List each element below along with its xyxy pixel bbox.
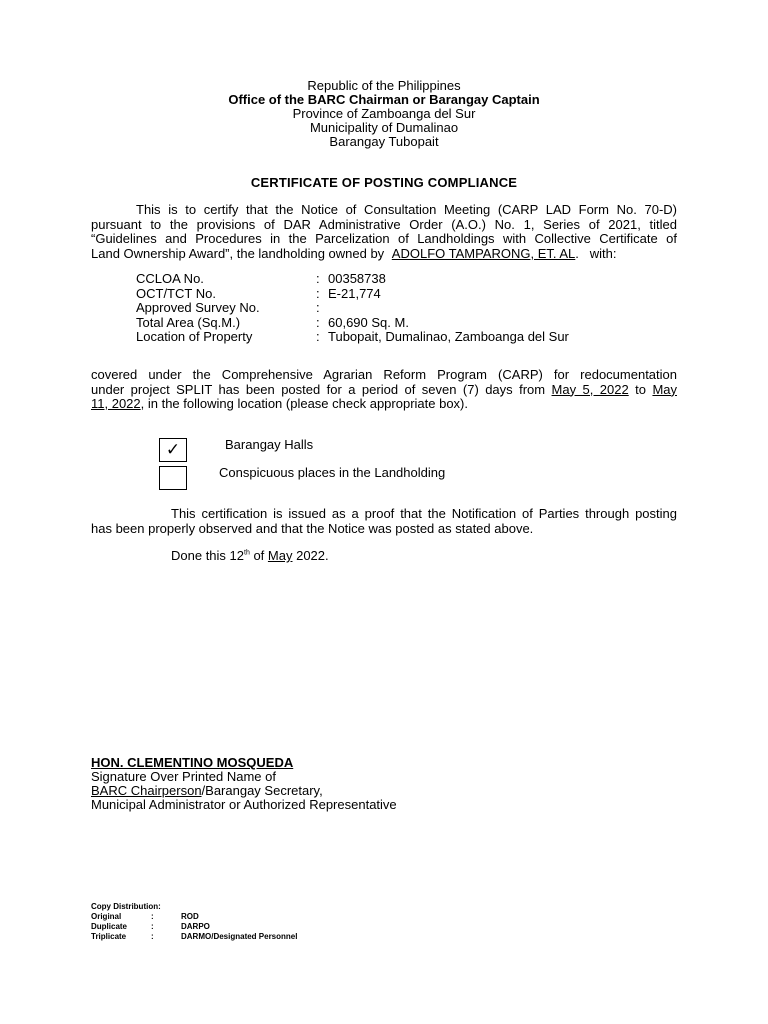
barangay-halls-checkbox[interactable]: ✓ xyxy=(159,438,187,462)
conspicuous-places-checkbox[interactable] xyxy=(159,466,187,490)
header-office: Office of the BARC Chairman or Barangay Captain xyxy=(228,92,540,107)
detail-row xyxy=(136,301,569,316)
coverage-to: to xyxy=(628,381,653,397)
detail-row xyxy=(136,330,569,345)
coverage-line-1: covered under the Comprehensive Agrarian Reform Program (CARP) for redocumentation xyxy=(91,367,677,382)
detail-label: Approved Survey No. xyxy=(136,300,260,315)
signatory-role: BARC Chairperson xyxy=(91,783,202,798)
detail-label: OCT/TCT No. xyxy=(136,285,216,301)
done-year: 2022. xyxy=(292,548,329,563)
detail-colon: : xyxy=(316,329,320,344)
posting-date-to-month: May xyxy=(652,381,677,397)
coverage-line-3 xyxy=(91,397,677,412)
distribution-colon: : xyxy=(151,932,154,941)
distribution-copy: Triplicate xyxy=(91,932,127,941)
coverage-line-3-text: , in the following location (please check appropriate box). xyxy=(140,396,468,411)
certification-line-1: This certification is issued as a proof that the Notification of Parties through posting xyxy=(171,506,677,521)
signatory-caption-3: Municipal Administrator or Authorized Representative xyxy=(91,797,397,812)
distribution-recipient: ROD xyxy=(181,912,199,921)
done-date-line xyxy=(171,548,329,563)
detail-label: Total Area (Sq.M.) xyxy=(136,314,241,330)
header-municipality: Municipality of Dumalinao xyxy=(309,120,459,135)
letterhead xyxy=(0,79,768,149)
detail-label: CCLOA No. xyxy=(136,271,204,286)
distribution-colon: : xyxy=(151,922,154,931)
distribution-recipient: DARPO xyxy=(181,922,210,931)
barangay-halls-label: Barangay Halls xyxy=(225,437,314,452)
intro-line-2: pursuant to the provisions of DAR Administrative Order (A.O.) No. 1, Series of 2021, titled xyxy=(91,216,677,232)
done-ordinal: th xyxy=(244,549,250,557)
intro-line-1: This is to certify that the Notice of Consultation Meeting (CARP LAD Form No. 70-D) xyxy=(136,202,677,217)
detail-label: Location of Property xyxy=(136,329,253,344)
signatory-caption-1: Signature Over Printed Name of xyxy=(91,769,276,784)
detail-value: Tubopait, Dumalinao, Zamboanga del Sur xyxy=(328,329,569,344)
detail-colon: : xyxy=(316,285,320,301)
detail-colon: : xyxy=(316,314,320,330)
certification-line-2: has been properly observed and that the Notice was posted as stated above. xyxy=(91,520,534,536)
intro-line-3: “Guidelines and Procedures in the Parcelization of Landholdings with Collective Certificate of xyxy=(91,231,677,246)
copy-distribution-title: Copy Distribution: xyxy=(91,902,161,911)
detail-value: E-21,774 xyxy=(328,285,381,301)
intro-line-4-text: Land Ownership Award”, the landholding owned by xyxy=(91,245,388,261)
intro-line-4 xyxy=(91,247,677,262)
signatory-block xyxy=(91,756,397,812)
distribution-colon: : xyxy=(151,912,154,921)
conspicuous-places-label: Conspicuous places in the Landholding xyxy=(219,465,446,480)
coverage-line-2 xyxy=(91,383,677,398)
distribution-copy: Original xyxy=(91,912,122,921)
certification-paragraph xyxy=(91,507,677,536)
detail-row xyxy=(136,287,569,302)
coverage-paragraph xyxy=(91,368,677,412)
distribution-recipient: DARMO/Designated Personnel xyxy=(181,932,298,941)
header-province: Province of Zamboanga del Sur xyxy=(292,106,476,121)
posting-date-from: May 5, 2022 xyxy=(551,381,629,397)
certificate-title: CERTIFICATE OF POSTING COMPLIANCE xyxy=(250,175,518,190)
intro-line-4-tail: . with: xyxy=(575,245,617,261)
posting-date-to-day: 11, 2022 xyxy=(91,396,141,411)
detail-value: 00358738 xyxy=(328,271,386,286)
distribution-row xyxy=(91,922,297,932)
owner-name: ADOLFO TAMPARONG, ET. AL xyxy=(391,245,576,261)
done-month: May xyxy=(267,548,293,563)
property-details xyxy=(136,272,569,345)
coverage-line-2-text: under project SPLIT has been posted for a period of seven (7) days from xyxy=(91,381,552,397)
detail-row xyxy=(136,316,569,331)
header-republic: Republic of the Philippines xyxy=(307,78,461,93)
header-barangay: Barangay Tubopait xyxy=(329,134,439,149)
signatory-name: HON. CLEMENTINO MOSQUEDA xyxy=(91,755,294,770)
signatory-caption-2 xyxy=(91,784,397,798)
done-text: Done this 12 xyxy=(171,548,244,563)
intro-paragraph xyxy=(91,203,677,261)
copy-distribution xyxy=(91,902,297,942)
distribution-copy: Duplicate xyxy=(91,922,128,931)
distribution-row xyxy=(91,932,297,942)
done-of: of xyxy=(249,548,268,563)
detail-value: 60,690 Sq. M. xyxy=(328,314,409,330)
detail-colon: : xyxy=(316,271,320,286)
detail-colon: : xyxy=(316,300,320,315)
detail-row xyxy=(136,272,569,287)
signatory-role-alt: /Barangay Secretary, xyxy=(201,783,323,798)
distribution-row xyxy=(91,912,297,922)
